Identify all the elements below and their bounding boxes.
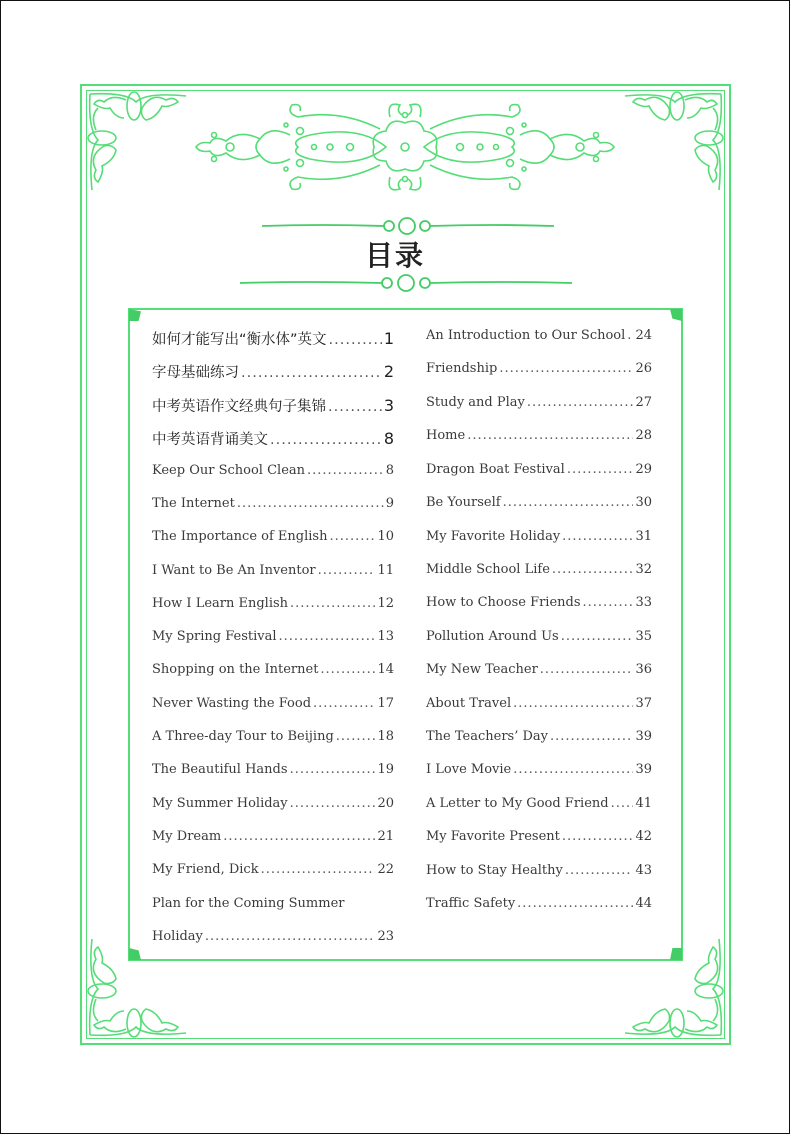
- toc-entry[interactable]: Keep Our School Clean ..... 8: [152, 463, 394, 478]
- leader-dots: [241, 365, 382, 381]
- toc-entry[interactable]: 中考英语背诵美文 ..... 8: [152, 428, 394, 449]
- toc-entry[interactable]: Traffic Safety ..... 44: [426, 896, 652, 911]
- toc-entry[interactable]: The Internet ..... 9: [152, 496, 394, 511]
- toc-entry[interactable]: Friendship ..... 26: [426, 361, 652, 376]
- leader-dots: [290, 596, 375, 611]
- leader-dots: [261, 862, 376, 877]
- toc-entry[interactable]: Study and Play ..... 27: [426, 395, 652, 410]
- toc-entry[interactable]: The Teachers’ Day ..... 39: [426, 729, 652, 744]
- toc-entry[interactable]: Never Wasting the Food ..... 17: [152, 696, 394, 711]
- leader-dots: [205, 929, 376, 944]
- toc-entry[interactable]: How to Stay Healthy ..... 43: [426, 863, 652, 878]
- toc-entry[interactable]: 中考英语作文经典句子集锦 ..... 3: [152, 395, 394, 416]
- toc-entry[interactable]: 字母基础练习 ..... 2: [152, 361, 394, 382]
- leader-dots: [313, 696, 375, 711]
- leader-dots: [567, 462, 634, 477]
- toc-entry[interactable]: Holiday ..... 23: [152, 929, 394, 944]
- toc-entry[interactable]: I Want to Be An Inventor ..... 11: [152, 563, 394, 578]
- leader-dots: [270, 432, 382, 448]
- toc-entry[interactable]: My New Teacher ..... 36: [426, 662, 652, 677]
- toc-entry[interactable]: Be Yourself ..... 30: [426, 495, 652, 510]
- toc-entry[interactable]: A Letter to My Good Friend ..... 41: [426, 796, 652, 811]
- leader-dots: [329, 332, 382, 348]
- leader-dots: [237, 496, 384, 511]
- toc-entry[interactable]: 如何才能写出“衡水体”英文 ..... 1: [152, 328, 394, 349]
- leader-dots: [513, 762, 633, 777]
- top-floral-ornament-icon: [190, 95, 620, 195]
- toc-entry[interactable]: Pollution Around Us ..... 35: [426, 629, 652, 644]
- corner-ornament-top-left-icon: [86, 90, 196, 200]
- leader-dots: [611, 796, 634, 811]
- leader-dots: [513, 696, 633, 711]
- toc-entry[interactable]: My Dream ..... 21: [152, 829, 394, 844]
- toc-entry[interactable]: How I Learn English ..... 12: [152, 596, 394, 611]
- toc-entry[interactable]: The Importance of English ..... 10: [152, 529, 394, 544]
- leader-dots: [336, 729, 376, 744]
- leader-dots: [290, 762, 376, 777]
- leader-dots: [318, 563, 376, 578]
- leader-dots: [467, 428, 633, 443]
- leader-dots: [279, 629, 376, 644]
- toc-entry[interactable]: How to Choose Friends ..... 33: [426, 595, 652, 610]
- toc-entry[interactable]: I Love Movie ..... 39: [426, 762, 652, 777]
- toc-entry[interactable]: My Favorite Present ..... 42: [426, 829, 652, 844]
- corner-tab-top-right-icon: [670, 309, 682, 321]
- leader-dots: [561, 629, 634, 644]
- toc-entry[interactable]: Shopping on the Internet ..... 14: [152, 662, 394, 677]
- toc-entry-line1[interactable]: Plan for the Coming Summer: [152, 896, 345, 911]
- toc-entry[interactable]: About Travel ..... 37: [426, 696, 652, 711]
- corner-ornament-top-right-icon: [615, 90, 725, 200]
- leader-dots: [540, 662, 634, 677]
- leader-dots: [320, 662, 375, 677]
- toc-entry[interactable]: My Summer Holiday ..... 20: [152, 796, 394, 811]
- leader-dots: [527, 395, 634, 410]
- toc-entry[interactable]: My Spring Festival ..... 13: [152, 629, 394, 644]
- toc-entry[interactable]: A Three-day Tour to Beijing ..... 18: [152, 729, 394, 744]
- toc-entry[interactable]: My Favorite Holiday ..... 31: [426, 529, 652, 544]
- leader-dots: [503, 495, 634, 510]
- leader-dots: [328, 399, 382, 415]
- leader-dots: [290, 796, 376, 811]
- toc-box: [128, 308, 683, 961]
- leader-dots: [583, 595, 634, 610]
- leader-dots: [562, 529, 633, 544]
- leader-dots: [223, 829, 375, 844]
- leader-dots: [552, 562, 634, 577]
- leader-dots: [517, 896, 633, 911]
- page-title: 目录: [364, 239, 425, 272]
- leader-dots: [562, 829, 634, 844]
- toc-entry[interactable]: An Introduction to Our School ..... 24: [426, 328, 652, 343]
- corner-tab-bottom-left-icon: [129, 948, 141, 960]
- toc-entry[interactable]: My Friend, Dick ..... 22: [152, 862, 394, 877]
- leader-dots: [627, 328, 633, 343]
- corner-tab-bottom-right-icon: [670, 948, 682, 960]
- toc-entry[interactable]: Middle School Life ..... 32: [426, 562, 652, 577]
- corner-tab-top-left-icon: [129, 309, 141, 321]
- leader-dots: [565, 863, 634, 878]
- leader-dots: [329, 529, 375, 544]
- leader-dots: [550, 729, 633, 744]
- title-rule-bottom-icon: [240, 272, 572, 294]
- toc-entry[interactable]: Home ..... 28: [426, 428, 652, 443]
- toc-entry[interactable]: The Beautiful Hands ..... 19: [152, 762, 394, 777]
- leader-dots: [499, 361, 633, 376]
- toc-entry[interactable]: Dragon Boat Festival ..... 29: [426, 462, 652, 477]
- leader-dots: [307, 463, 384, 478]
